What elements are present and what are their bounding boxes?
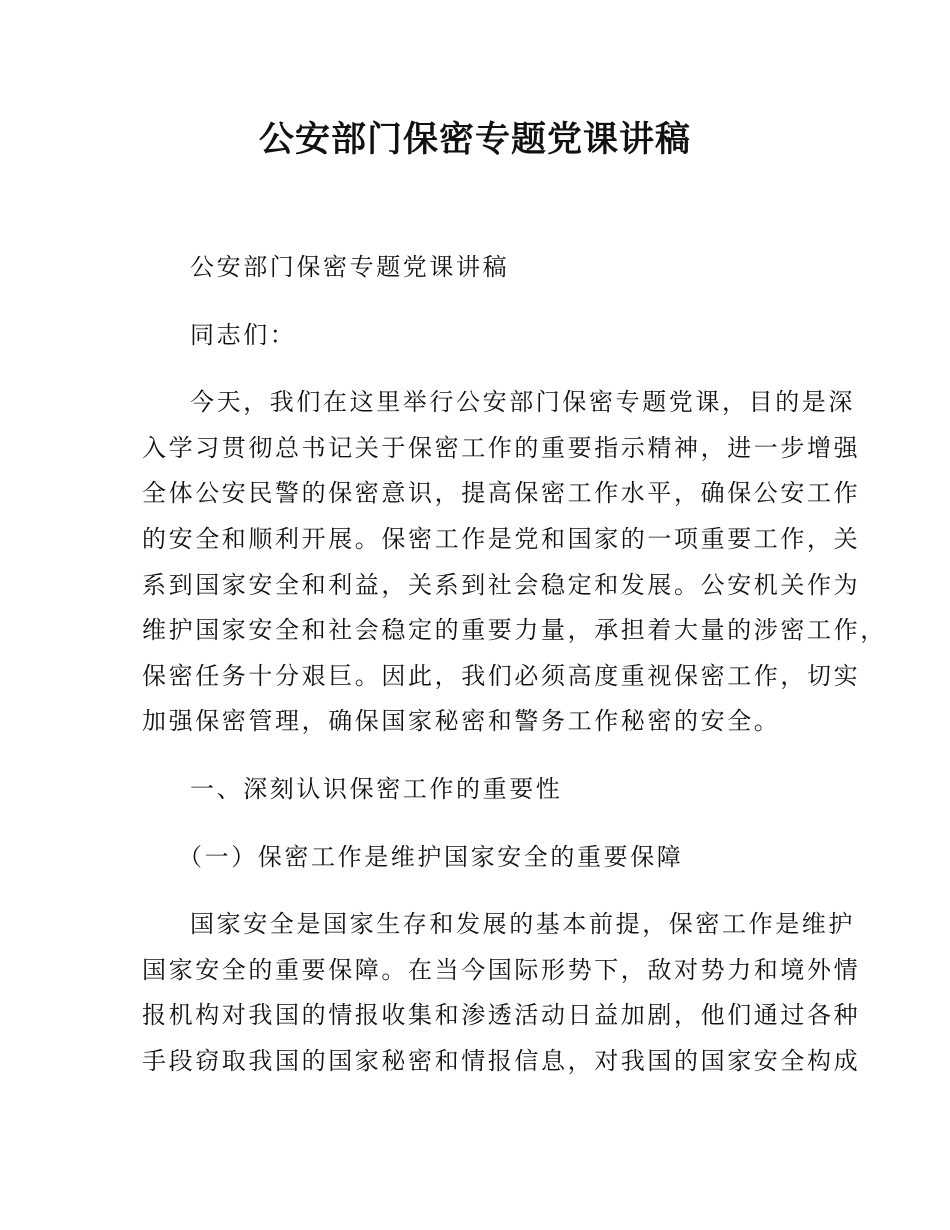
paragraph-line: 入学习贯彻总书记关于保密工作的重要指示精神，进一步增强 <box>142 433 861 462</box>
document-subtitle: 公安部门保密专题党课讲稿 <box>190 253 510 281</box>
paragraph-line: 系到国家安全和利益，关系到社会稳定和发展。公安机关作为 <box>142 570 861 599</box>
salutation: 同志们： <box>190 320 297 349</box>
paragraph-line: 维护国家安全和社会稳定的重要力量，承担着大量的涉密工作， <box>142 616 887 645</box>
paragraph-line: 手段窃取我国的国家秘密和情报信息，对我国的国家安全构成 <box>142 1046 861 1075</box>
paragraph-line: 今天，我们在这里举行公安部门保密专题党课，目的是深 <box>190 388 855 417</box>
paragraph-line: 加强保密管理，确保国家秘密和警务工作秘密的安全。 <box>142 707 781 736</box>
paragraph-line: 报机构对我国的情报收集和渗透活动日益加剧，他们通过各种 <box>142 1001 861 1030</box>
document-title: 公安部门保密专题党课讲稿 <box>258 119 691 160</box>
paragraph-line: 国家安全的重要保障。在当今国际形势下，敌对势力和境外情 <box>142 955 861 984</box>
sub-heading: （一）保密工作是维护国家安全的重要保障 <box>178 842 684 871</box>
paragraph-line: 国家安全是国家生存和发展的基本前提，保密工作是维护 <box>190 910 855 939</box>
intro-paragraph <box>142 380 887 745</box>
paragraph-line: 保密任务十分艰巨。因此，我们必须高度重视保密工作，切实 <box>142 661 861 690</box>
paragraph-line: 全体公安民警的保密意识，提高保密工作水平，确保公安工作 <box>142 479 861 508</box>
paragraph-line: 的安全和顺利开展。保密工作是党和国家的一项重要工作，关 <box>142 524 861 553</box>
section-paragraph <box>142 902 861 1084</box>
document-body <box>142 245 887 1107</box>
section-heading: 一、深刻认识保密工作的重要性 <box>190 774 563 803</box>
